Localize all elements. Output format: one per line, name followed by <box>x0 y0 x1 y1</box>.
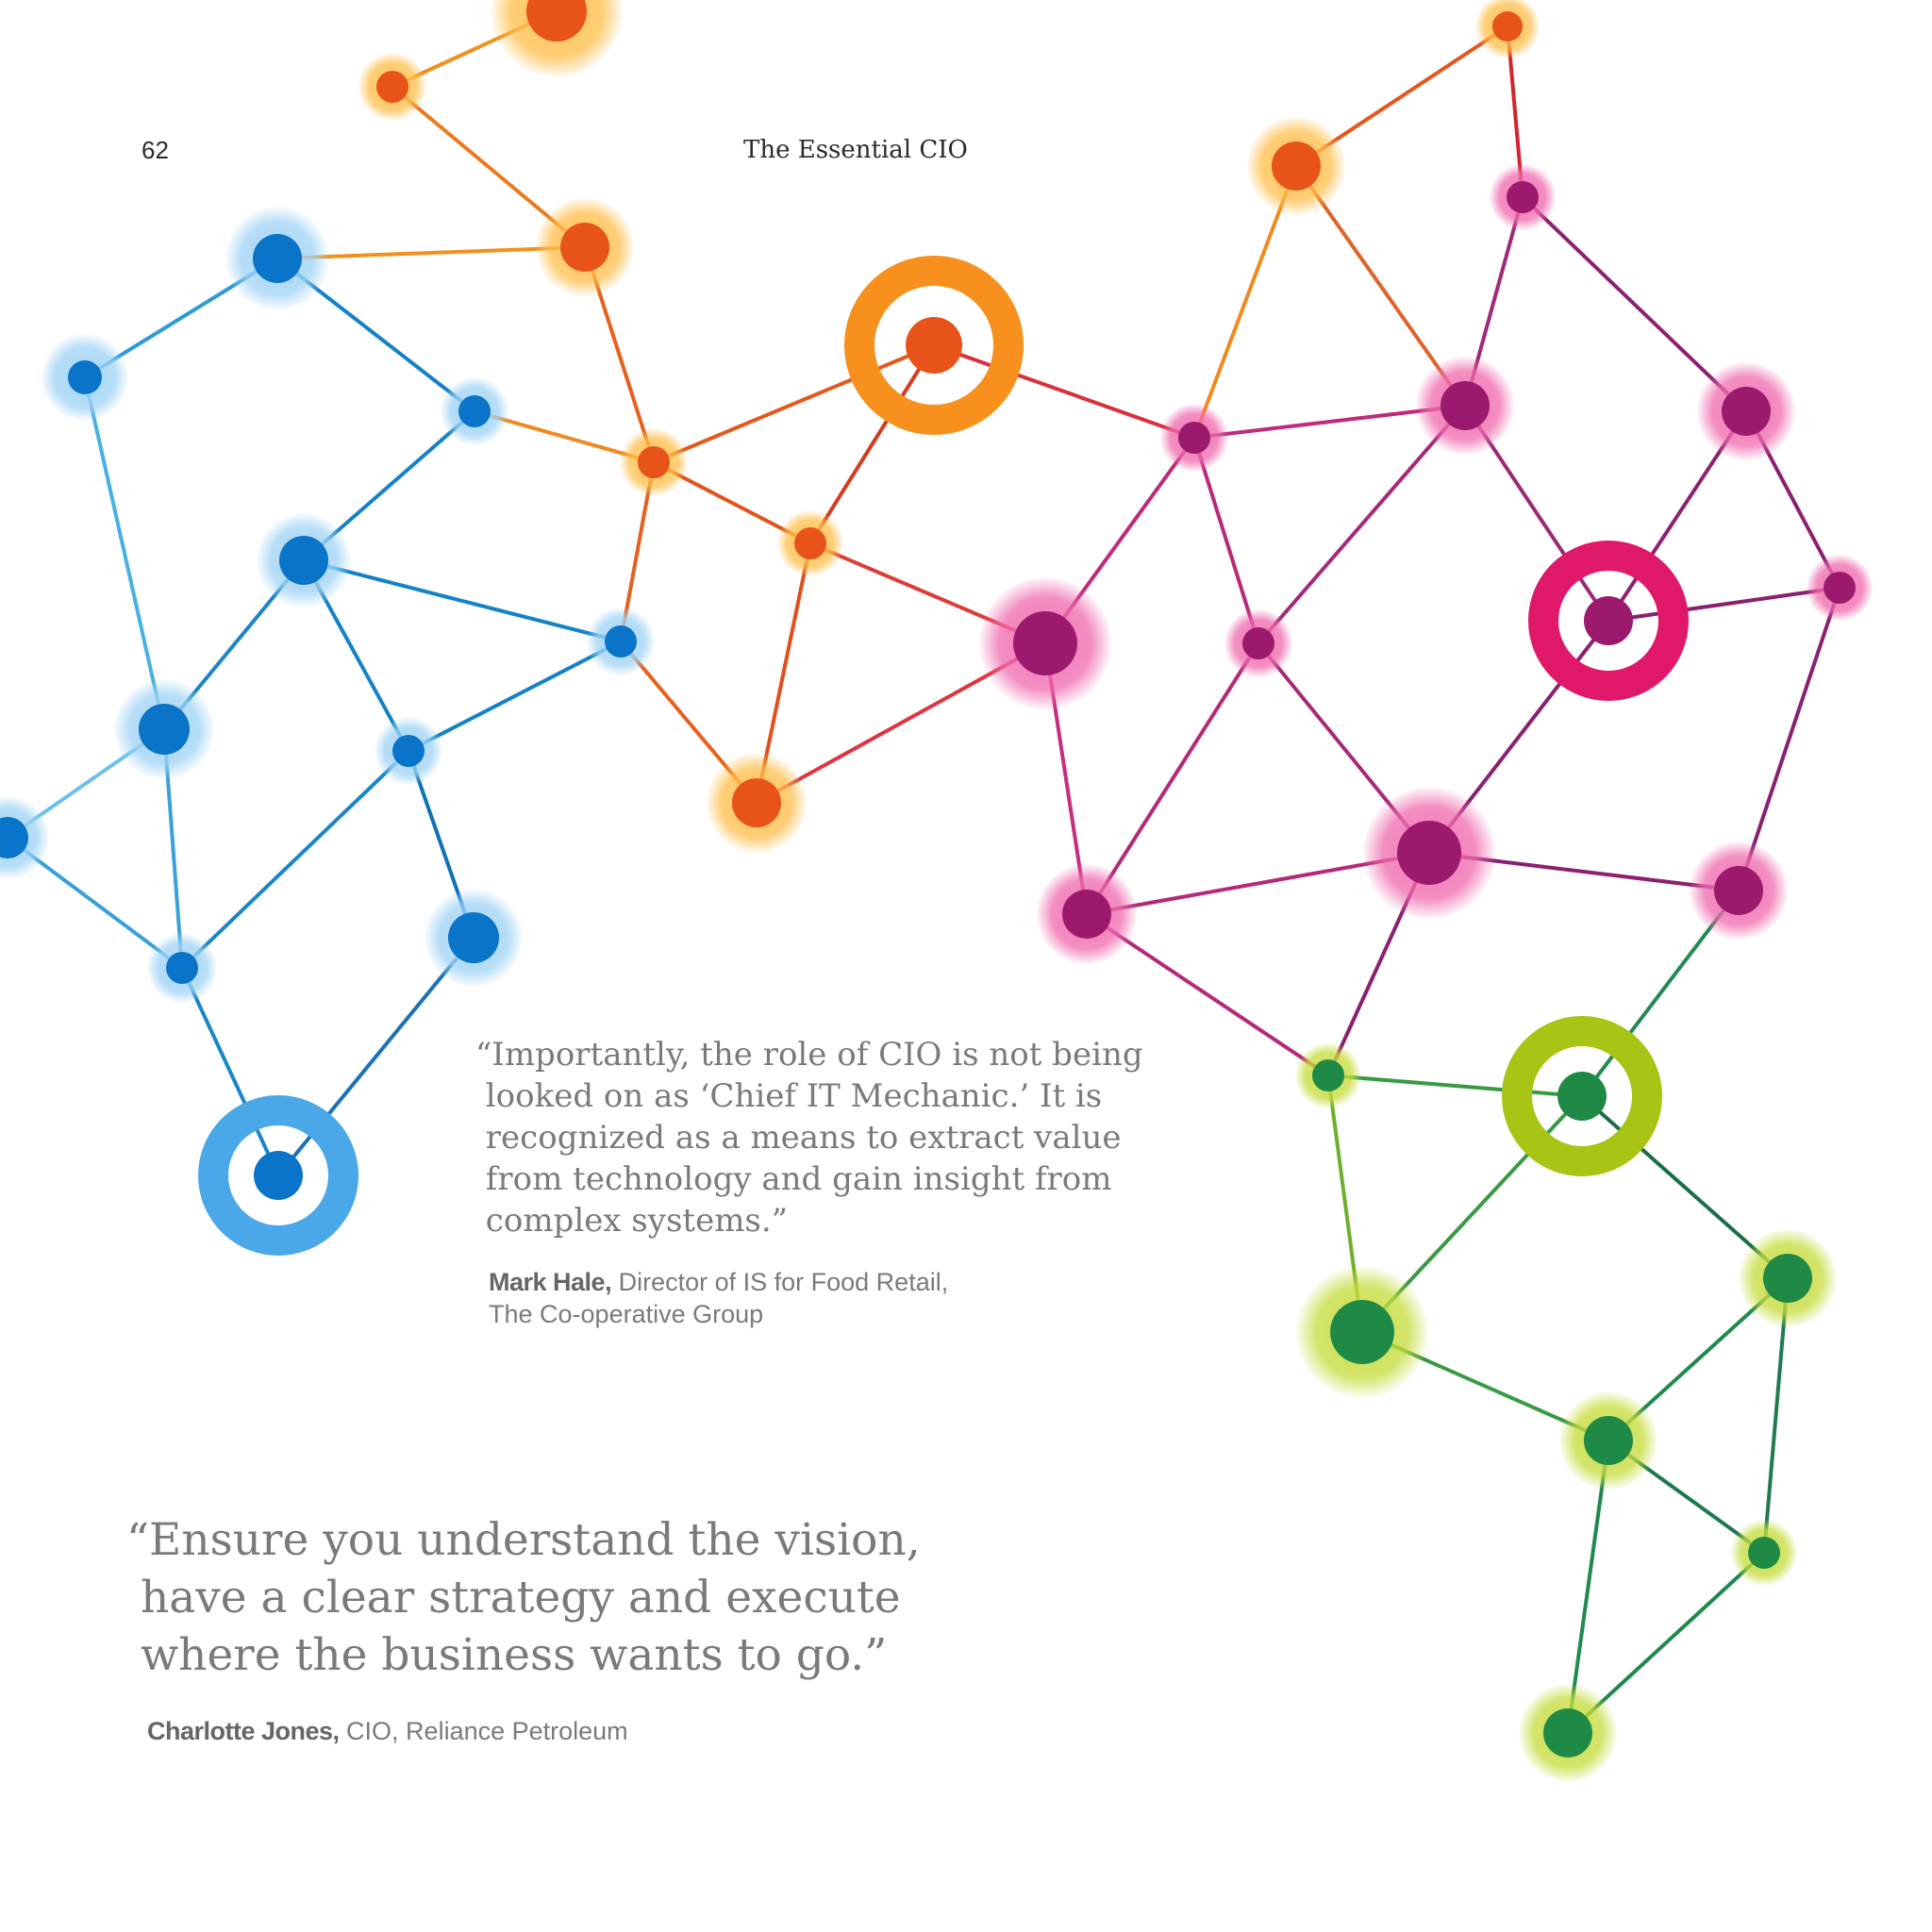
attribution-role: CIO, Reliance Petroleum <box>339 1717 628 1745</box>
network-node <box>213 1110 343 1241</box>
network-node <box>1517 1031 1647 1161</box>
network-link <box>182 751 408 968</box>
network-node <box>1247 117 1345 215</box>
network-node <box>257 513 351 608</box>
network-link <box>1608 588 1840 621</box>
network-node <box>620 428 688 496</box>
network-node <box>491 0 623 77</box>
network-node <box>1037 864 1137 964</box>
network-node <box>1739 1229 1837 1327</box>
quote-line: from technology and gain insight from <box>475 1160 1112 1198</box>
running-title: The Essential CIO <box>743 136 968 164</box>
quote-line: “Ensure you understand the vision, <box>126 1514 921 1566</box>
network-node <box>1363 787 1495 919</box>
network-node <box>425 889 523 987</box>
network-node <box>358 53 426 121</box>
attribution-name: Charlotte Jones, <box>147 1717 340 1745</box>
attribution-mark-hale <box>489 1266 948 1330</box>
network-node <box>1543 556 1674 686</box>
network-link <box>408 641 621 751</box>
network-node <box>1475 0 1540 58</box>
network-node <box>1690 841 1788 940</box>
network-node <box>777 510 843 576</box>
network-node <box>979 577 1111 709</box>
network-node <box>859 271 1008 420</box>
pull-quote-mark-hale <box>475 1034 1143 1241</box>
quote-line: recognized as a means to extract value <box>475 1119 1122 1157</box>
quote-line: have a clear strategy and execute <box>126 1572 901 1624</box>
network-node <box>114 679 214 779</box>
network-node <box>1224 609 1292 677</box>
network-node <box>1697 362 1795 460</box>
network-link <box>1328 1075 1582 1096</box>
page-number: 62 <box>142 136 169 164</box>
quote-line: where the business wants to go.” <box>126 1629 888 1681</box>
quote-line: complex systems.” <box>475 1202 789 1240</box>
quote-line: “Importantly, the role of CIO is not being <box>475 1036 1143 1074</box>
network-link <box>304 560 621 641</box>
network-node <box>42 334 128 421</box>
network-node <box>1490 164 1556 230</box>
attribution-organization: The Co-operative Group <box>489 1300 764 1328</box>
network-node <box>225 207 329 310</box>
network-node <box>1296 1266 1428 1398</box>
network-node <box>1807 555 1873 621</box>
network-node <box>536 198 634 296</box>
attribution-line <box>489 1266 948 1298</box>
network-node <box>587 608 655 675</box>
network-node <box>1160 404 1228 472</box>
network-node <box>1519 1684 1617 1782</box>
quote-line: looked on as ‘Chief IT Mechanic.’ It is <box>475 1077 1103 1115</box>
pull-quote-charlotte-jones <box>126 1511 921 1684</box>
network-node <box>1416 357 1514 455</box>
network-node <box>441 377 508 445</box>
attribution-name: Mark Hale, <box>489 1268 612 1296</box>
network-node <box>1295 1042 1361 1108</box>
attribution-charlotte-jones <box>147 1717 628 1746</box>
network-node <box>375 717 442 785</box>
network-node <box>1731 1520 1797 1586</box>
network-node <box>147 933 217 1003</box>
network-node <box>1559 1391 1657 1490</box>
attribution-role: Director of IS for Food Retail, <box>611 1268 949 1296</box>
network-node <box>707 753 807 853</box>
network-link <box>85 377 164 729</box>
network-node <box>0 796 49 879</box>
